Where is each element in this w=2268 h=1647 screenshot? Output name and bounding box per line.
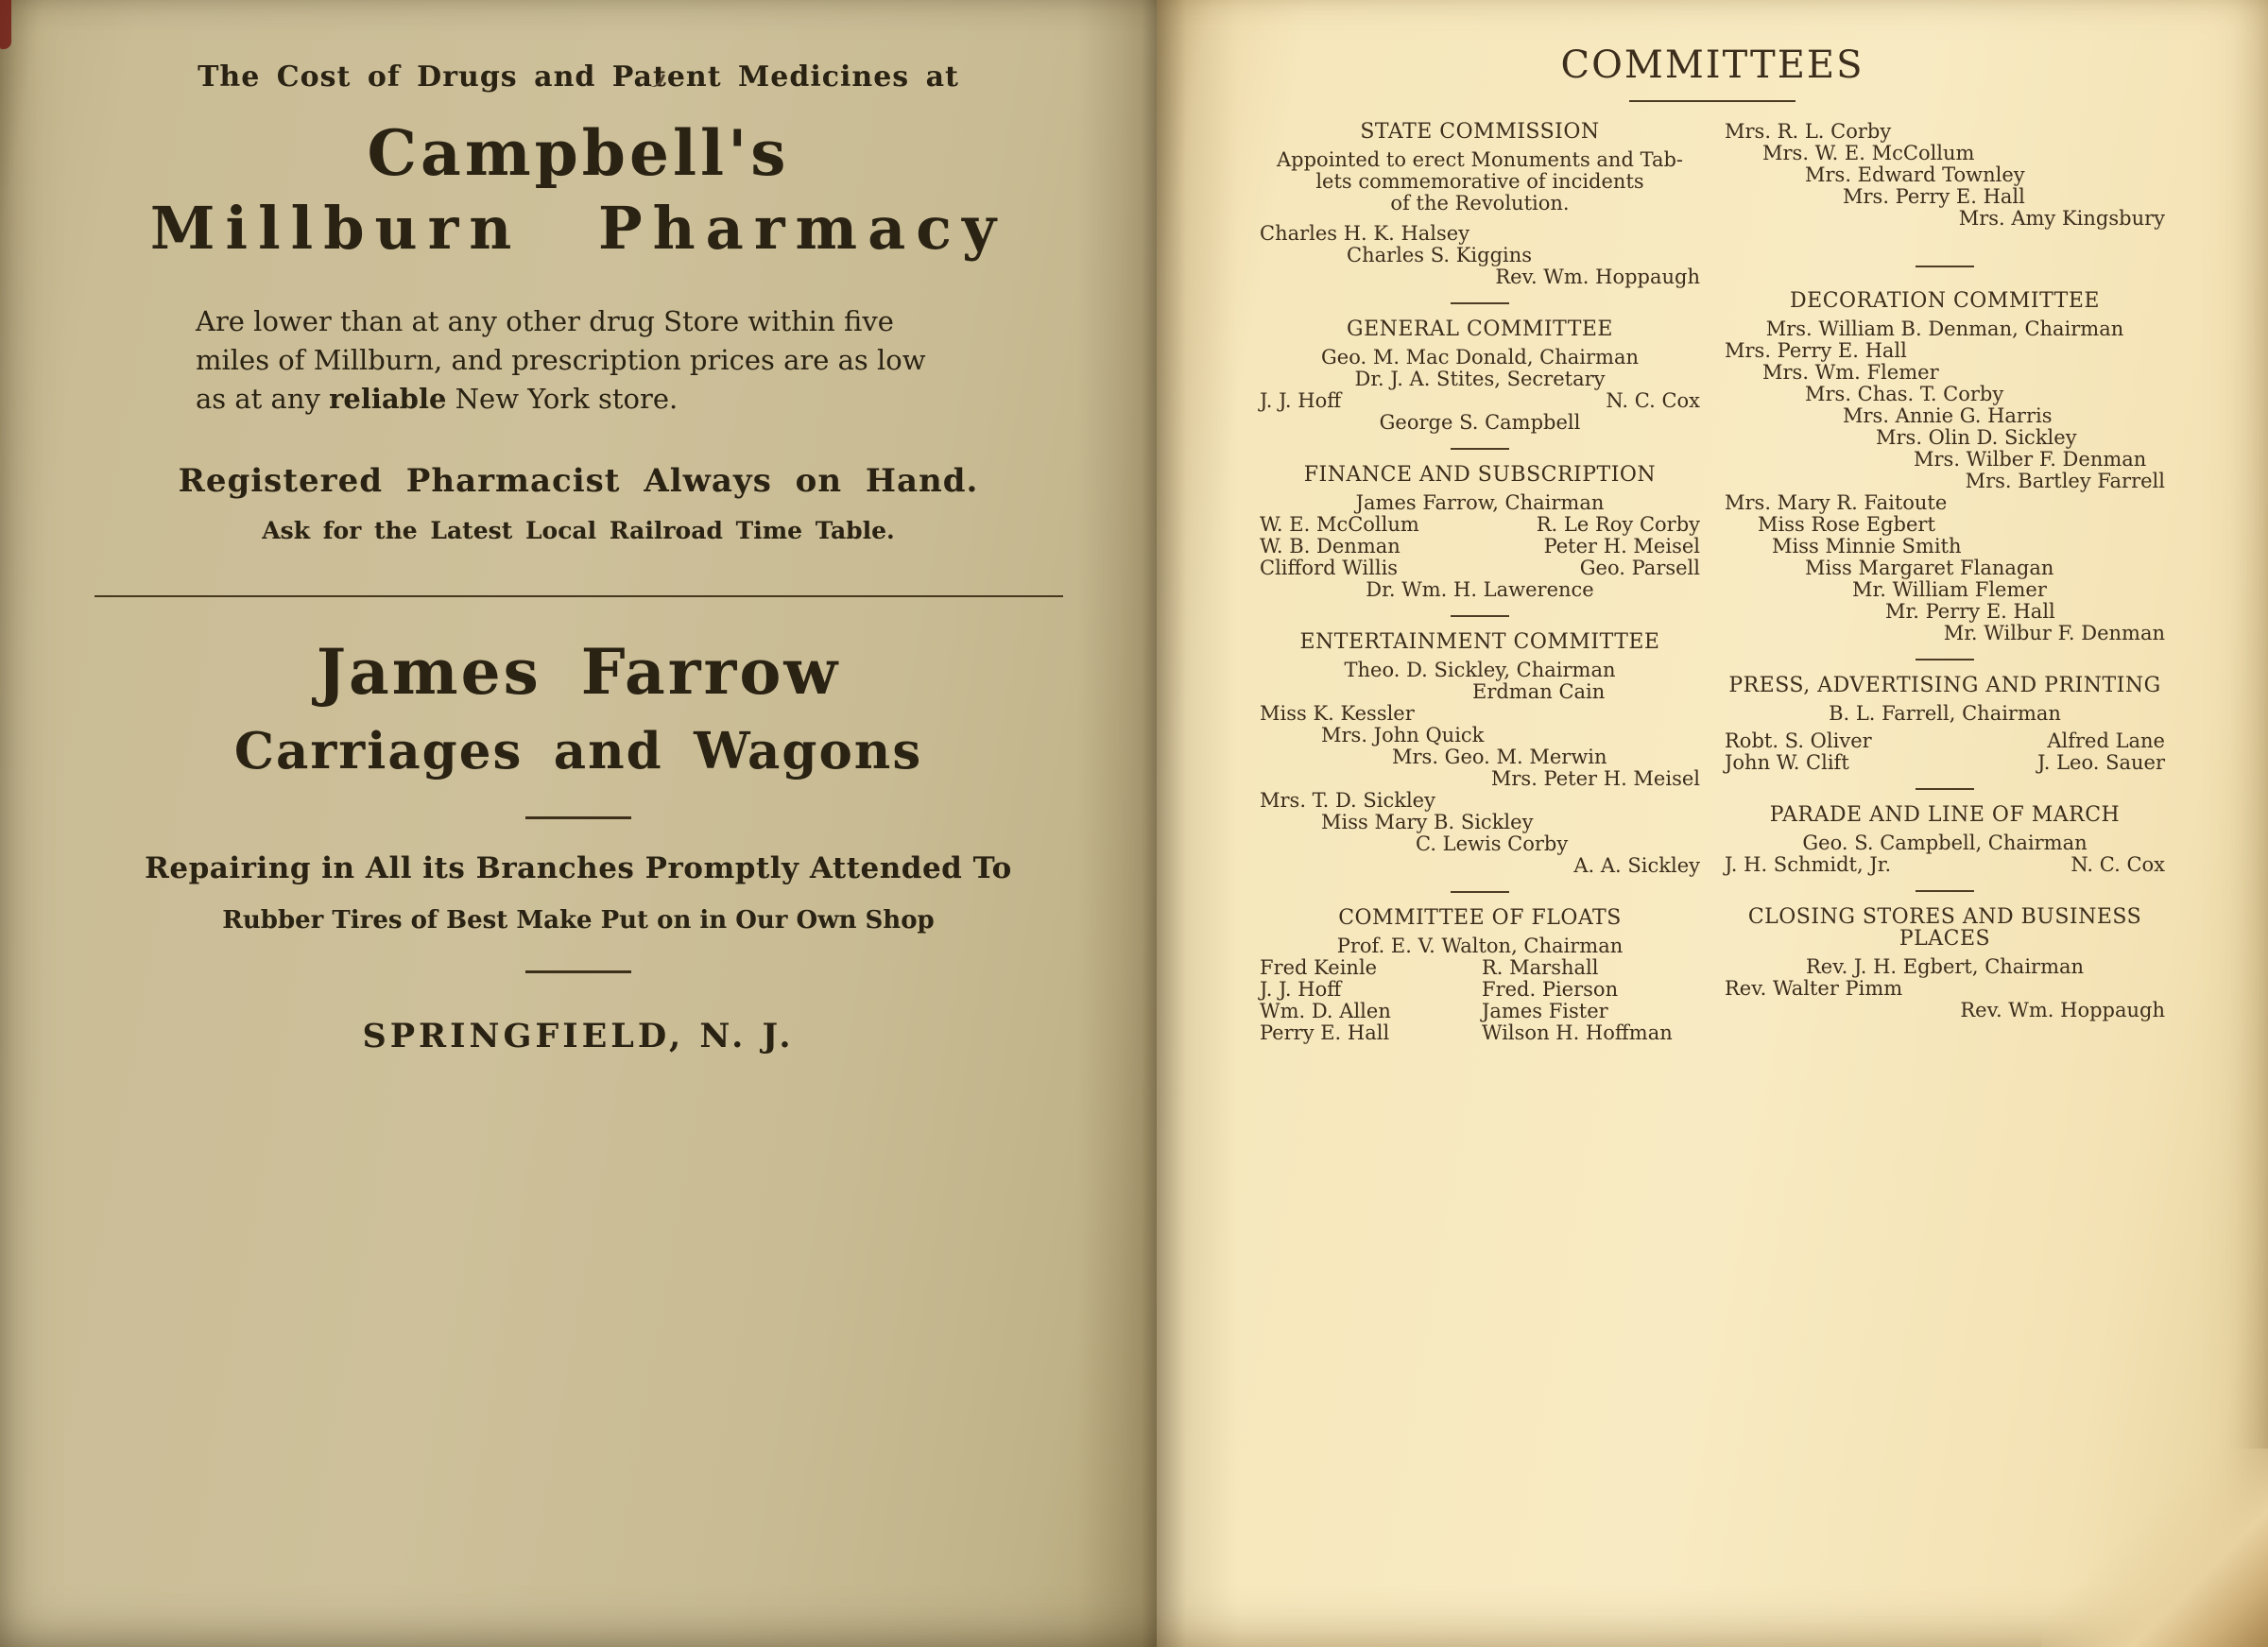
- committee-member: Wilson H. Hoffman: [1482, 1021, 1673, 1044]
- committee-member: R. Le Roy Corby: [1536, 513, 1700, 536]
- section-separator: [1451, 891, 1509, 893]
- description-line: of the Revolution.: [1390, 192, 1570, 214]
- farrow-subtitle: Carriages and Wagons: [233, 722, 923, 781]
- section-separator: [1916, 788, 1974, 790]
- committee-member: Mrs. Olin D. Sickley: [1876, 426, 2077, 449]
- section-separator: [1916, 266, 1974, 267]
- section-heading: PARADE AND LINE OF MARCH: [1769, 803, 2121, 827]
- member-row: [1260, 514, 1700, 536]
- committees-column-1: [1260, 121, 1700, 1044]
- committee-member: C. Lewis Corby: [1416, 832, 1569, 855]
- description-line: Appointed to erect Monuments and Tab-: [1277, 148, 1683, 171]
- committee-member: Mrs. T. D. Sickley: [1260, 789, 1435, 812]
- member-row: [1725, 730, 2165, 752]
- committee-member: Mrs. Edward Townley: [1805, 163, 2025, 186]
- section-heading: PRESS, ADVERTISING AND PRINTING: [1728, 674, 2161, 697]
- committee-member: W. B. Denman: [1260, 535, 1400, 558]
- committee-chairman: B. L. Farrell, Chairman: [1829, 702, 2061, 725]
- member-row: [1260, 1022, 1700, 1044]
- committee-member: Mrs. Wm. Flemer: [1762, 361, 1939, 384]
- committee-member: Mrs. Mary R. Faitoute: [1725, 491, 1948, 514]
- farrow-title: James Farrow: [316, 635, 841, 709]
- scan-edge-artifact: [0, 0, 11, 49]
- committee-chairman: Geo. S. Campbell, Chairman: [1802, 832, 2088, 854]
- committee-member: J. J. Hoff: [1260, 389, 1342, 412]
- committee-member: W. E. McCollum: [1260, 513, 1419, 536]
- section-entertainment: [1260, 631, 1700, 877]
- description-line: lets commemorative of incidents: [1315, 170, 1644, 193]
- short-rule: [525, 970, 631, 973]
- member-row: [1260, 536, 1700, 558]
- committee-member: Mrs. Peter H. Meisel: [1490, 767, 1700, 790]
- short-rule: [525, 816, 631, 819]
- repairing-line: Repairing in All its Branches Promptly Attended To: [145, 851, 1012, 885]
- committee-member: J. H. Schmidt, Jr.: [1725, 853, 1892, 876]
- committee-member: Mr. Perry E. Hall: [1885, 600, 2055, 623]
- section-continued-members: [1725, 121, 2165, 230]
- committee-member: Charles S. Kiggins: [1347, 244, 1533, 266]
- committee-member: Mrs. Perry E. Hall: [1843, 185, 2025, 208]
- committee-member: Miss Minnie Smith: [1772, 535, 1962, 558]
- section-separator: [1451, 302, 1509, 304]
- section-heading: CLOSING STORES AND BUSINESS PLACES: [1747, 905, 2142, 951]
- committee-member: Clifford Willis: [1260, 557, 1399, 579]
- committee-member: Fred Keinle: [1260, 956, 1378, 979]
- committees-columns: [1157, 121, 2268, 1044]
- section-press: [1725, 675, 2165, 774]
- section-parade: [1725, 804, 2165, 876]
- committee-member: James Fister: [1482, 1000, 1608, 1022]
- committee-member: Erdman Cain: [1472, 680, 1606, 703]
- section-heading: DECORATION COMMITTEE: [1790, 289, 2100, 313]
- committee-member: Rev. Wm. Hoppaugh: [1495, 266, 1700, 288]
- member-row: [1260, 390, 1700, 412]
- pharmacy-title-line1: Campbell's: [367, 116, 790, 190]
- committee-member: Mr. Wilbur F. Denman: [1943, 622, 2165, 644]
- section-description: [1260, 149, 1700, 214]
- committee-chairman: Rev. J. H. Egbert, Chairman: [1805, 955, 2085, 978]
- member-row: [1725, 854, 2165, 876]
- section-heading: GENERAL COMMITTEE: [1347, 317, 1613, 341]
- committee-chairman: James Farrow, Chairman: [1355, 491, 1605, 514]
- section-floats: [1260, 907, 1700, 1044]
- page-title: COMMITTEES: [1560, 43, 1864, 87]
- section-closing-stores: [1725, 906, 2165, 1021]
- committee-chairman: Geo. M. Mac Donald, Chairman: [1321, 346, 1639, 369]
- railroad-timetable-line: Ask for the Latest Local Railroad Time Table.: [262, 517, 895, 544]
- member-row: [1260, 979, 1700, 1001]
- committee-member: Mrs. Geo. M. Merwin: [1392, 746, 1607, 768]
- committee-member: Miss Rose Egbert: [1758, 513, 1935, 536]
- committee-chairman: Mrs. William B. Denman, Chairman: [1765, 317, 2124, 340]
- committee-member: Dr. Wm. H. Lawerence: [1366, 578, 1594, 601]
- committee-member: Charles H. K. Halsey: [1260, 222, 1470, 245]
- committee-member: Mrs. W. E. McCollum: [1762, 142, 1975, 164]
- committee-member: Perry E. Hall: [1260, 1021, 1390, 1044]
- committee-member: Mr. William Flemer: [1852, 578, 2047, 601]
- member-row: [1725, 752, 2165, 774]
- committee-secretary: Dr. J. A. Stites, Secretary: [1354, 368, 1606, 390]
- section-state-commission: [1260, 121, 1700, 288]
- section-decoration: [1725, 290, 2165, 644]
- divider-rule: [94, 595, 1063, 597]
- committee-member: Rev. Wm. Hoppaugh: [1960, 999, 2165, 1021]
- committee-chairman: Prof. E. V. Walton, Chairman: [1336, 935, 1624, 957]
- section-heading: COMMITTEE OF FLOATS: [1338, 906, 1622, 930]
- ad-body-paragraph: [196, 302, 961, 419]
- committee-member: Alfred Lane: [2047, 729, 2165, 752]
- ad-body-line: [196, 380, 961, 419]
- member-row: [1260, 558, 1700, 579]
- registered-pharmacist-line: Registered Pharmacist Always on Hand.: [178, 462, 979, 500]
- committee-member: N. C. Cox: [2070, 853, 2165, 876]
- committee-member: Mrs. Chas. T. Corby: [1805, 383, 2004, 405]
- committee-member: Mrs. Amy Kingsbury: [1958, 207, 2165, 230]
- committee-member: Mrs. Wilber F. Denman: [1914, 448, 2147, 471]
- ad-kicker: The Cost of Drugs and Patent Medicines at: [198, 60, 959, 94]
- committee-member: Robt. S. Oliver: [1725, 729, 1872, 752]
- ad-body-line: Are lower than at any other drug Store within five: [196, 305, 894, 337]
- section-separator: [1451, 615, 1509, 617]
- committee-member: Fred. Pierson: [1482, 978, 1619, 1001]
- title-rule: [1629, 100, 1796, 102]
- section-separator: [1451, 448, 1509, 450]
- ad-body-line3-pre: as at any: [196, 383, 330, 415]
- committee-member: A. A. Sickley: [1573, 854, 1700, 877]
- committee-member: Miss Mary B. Sickley: [1321, 811, 1534, 833]
- member-row: [1260, 957, 1700, 979]
- committee-member: J. J. Hoff: [1260, 978, 1342, 1001]
- committee-member: Geo. Parsell: [1579, 557, 1700, 579]
- committee-chairman: Theo. D. Sickley, Chairman: [1344, 659, 1616, 681]
- rubber-tires-line: Rubber Tires of Best Make Put on in Our Own Shop: [222, 906, 935, 935]
- committee-member: Wm. D. Allen: [1260, 1000, 1391, 1022]
- committee-member: Miss Margaret Flanagan: [1805, 557, 2054, 579]
- member-row: [1260, 1001, 1700, 1022]
- pharmacy-title-line2: Millburn Pharmacy: [149, 194, 1007, 263]
- city-line: SPRINGFIELD, N. J.: [362, 1017, 795, 1055]
- section-separator: [1916, 890, 1974, 892]
- section-finance: [1260, 464, 1700, 601]
- committee-member: George S. Campbell: [1379, 411, 1581, 434]
- committee-member: Mrs. Annie G. Harris: [1843, 404, 2053, 427]
- ad-body-line3-post: New York store.: [446, 383, 679, 415]
- ad-body-line3-bold: reliable: [329, 383, 447, 415]
- committee-member: Peter H. Meisel: [1543, 535, 1700, 558]
- ad-body-line: miles of Millburn, and prescription prices are as low: [196, 344, 926, 376]
- committee-member: R. Marshall: [1482, 956, 1599, 979]
- committee-member: N. C. Cox: [1606, 389, 1700, 412]
- section-heading: ENTERTAINMENT COMMITTEE: [1299, 630, 1660, 654]
- committee-member: Mrs. Perry E. Hall: [1725, 339, 1907, 362]
- section-general-committee: [1260, 318, 1700, 434]
- committee-member: J. Leo. Sauer: [2036, 751, 2165, 774]
- section-separator: [1916, 659, 1974, 661]
- section-heading: STATE COMMISSION: [1360, 120, 1600, 144]
- committee-member: Mrs. John Quick: [1321, 724, 1485, 746]
- committee-member: Rev. Walter Pimm: [1725, 977, 1903, 1000]
- section-heading: FINANCE AND SUBSCRIPTION: [1303, 463, 1657, 487]
- committee-member: Miss K. Kessler: [1260, 702, 1415, 725]
- committee-member: Mrs. Bartley Farrell: [1965, 470, 2165, 492]
- committees-page: [1157, 0, 2268, 1647]
- committees-column-2: [1725, 121, 2165, 1044]
- committee-member: John W. Clift: [1725, 751, 1849, 774]
- committee-member: Mrs. R. L. Corby: [1725, 120, 1892, 143]
